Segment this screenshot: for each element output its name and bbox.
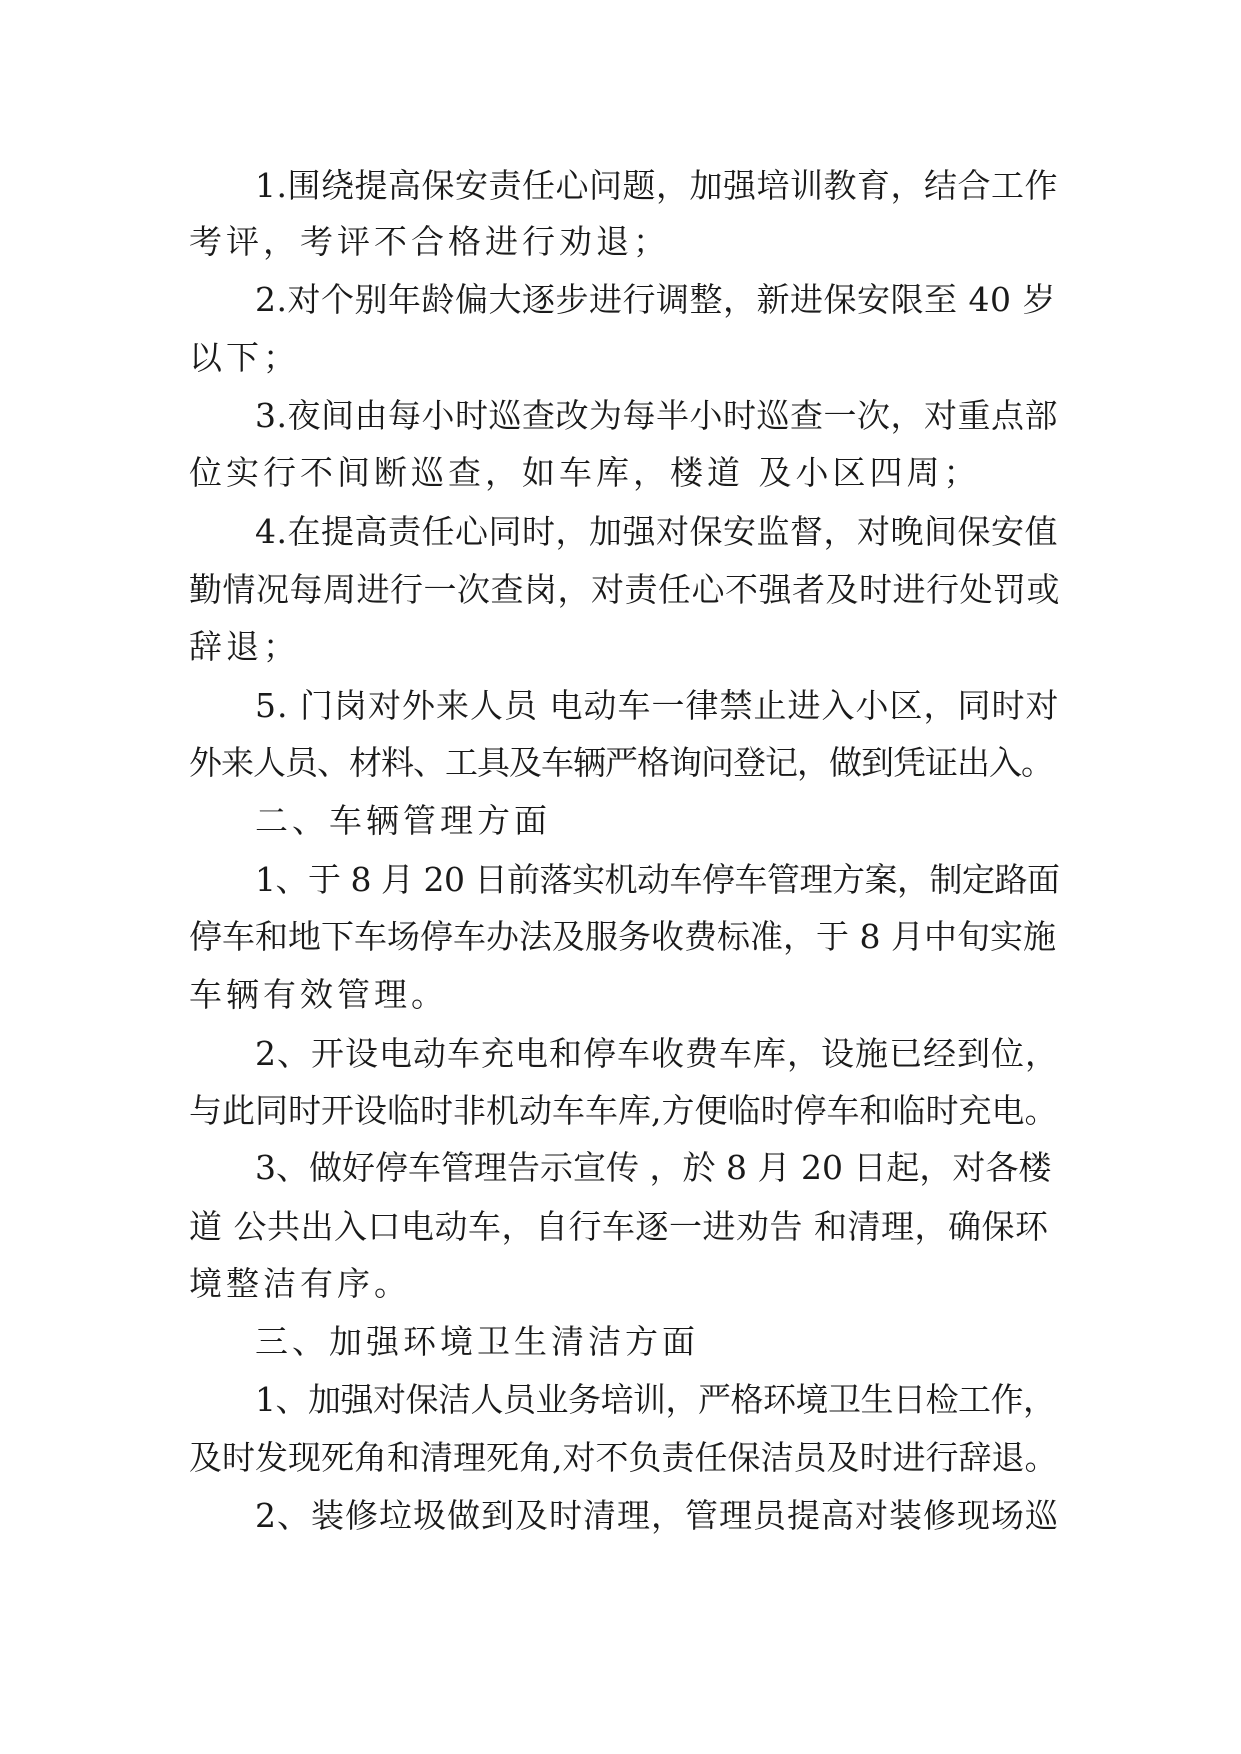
line-text: 位实行不间断巡查，如车库，楼道 及小区四周；: [189, 453, 981, 492]
line-text: 5. 门岗对外来人员 电动车一律禁止进入小区，同时对: [255, 686, 1060, 725]
line-text: 与此同时开设临时非机动车车库,方便临时停车和临时充电。: [189, 1091, 1058, 1130]
line-text: 停车和地下车场停车办法及服务收费标准，于 8 月中旬实施: [189, 917, 1056, 956]
line-text: 2、开设电动车充电和停车收费车库，设施已经到位，: [255, 1034, 1059, 1073]
line-text: 4.在提高责任心同时，加强对保安监督，对晚间保安值: [255, 512, 1058, 551]
text-line: [0, 212, 1241, 272]
line-text: 3.夜间由每小时巡查改为每半小时巡查一次，对重点部: [255, 396, 1058, 435]
text-line: [0, 156, 1241, 216]
line-text: 1、加强对保洁人员业务培训，严格环境卫生日检工作，: [255, 1380, 1056, 1419]
text-line: [0, 676, 1241, 736]
text-line: [0, 1370, 1241, 1430]
text-line: [0, 560, 1241, 620]
line-text: 1、于 8 月 20 日前落实机动车停车管理方案，制定路面: [255, 860, 1060, 899]
line-text: 勤情况每周进行一次查岗，对责任心不强者及时进行处罚或: [189, 570, 1060, 609]
line-text: 车辆有效管理。: [189, 975, 448, 1014]
text-line: [0, 1138, 1241, 1198]
line-text: 2、装修垃圾做到及时清理，管理员提高对装修现场巡: [255, 1496, 1059, 1535]
text-line: [0, 328, 1241, 388]
line-text: 境整洁有序。: [189, 1264, 411, 1303]
text-line: [0, 965, 1241, 1025]
text-line: [0, 386, 1241, 446]
text-line: [0, 1081, 1241, 1141]
text-line: [0, 502, 1241, 562]
text-line: [0, 270, 1241, 330]
text-line: [0, 850, 1241, 910]
line-text: 及时发现死角和清理死角,对不负责任保洁员及时进行辞退。: [189, 1438, 1058, 1477]
text-line: [0, 791, 1241, 851]
text-line: [0, 1197, 1241, 1257]
text-line: [0, 733, 1241, 793]
text-line: [0, 1254, 1241, 1314]
line-text: 3、做好停车管理告示宣传 ，於 8 月 20 日起，对各楼: [255, 1148, 1052, 1187]
text-line: [0, 1312, 1241, 1372]
text-line: [0, 1024, 1241, 1084]
text-line: [0, 617, 1241, 677]
line-text: 2.对个别年龄偏大逐步进行调整，新进保安限至 40 岁: [255, 280, 1056, 319]
text-line: [0, 907, 1241, 967]
line-text: 辞退；: [189, 627, 300, 666]
line-text: 三、加强环境卫生清洁方面: [255, 1322, 699, 1361]
text-line: [0, 443, 1241, 503]
text-line: [0, 1428, 1241, 1488]
line-text: 考评，考评不合格进行劝退；: [189, 222, 670, 261]
line-text: 以下；: [189, 338, 300, 377]
line-text: 1.围绕提高保安责任心问题，加强培训教育，结合工作: [255, 166, 1058, 205]
line-text: 二、车辆管理方面: [255, 801, 551, 840]
line-text: 外来人员、材料、工具及车辆严格询问登记，做到凭证出入。: [189, 743, 1053, 782]
line-text: 道 公共出入口电动车，自行车逐一进劝告 和清理，确保环: [189, 1207, 1049, 1246]
text-line: [0, 1486, 1241, 1546]
